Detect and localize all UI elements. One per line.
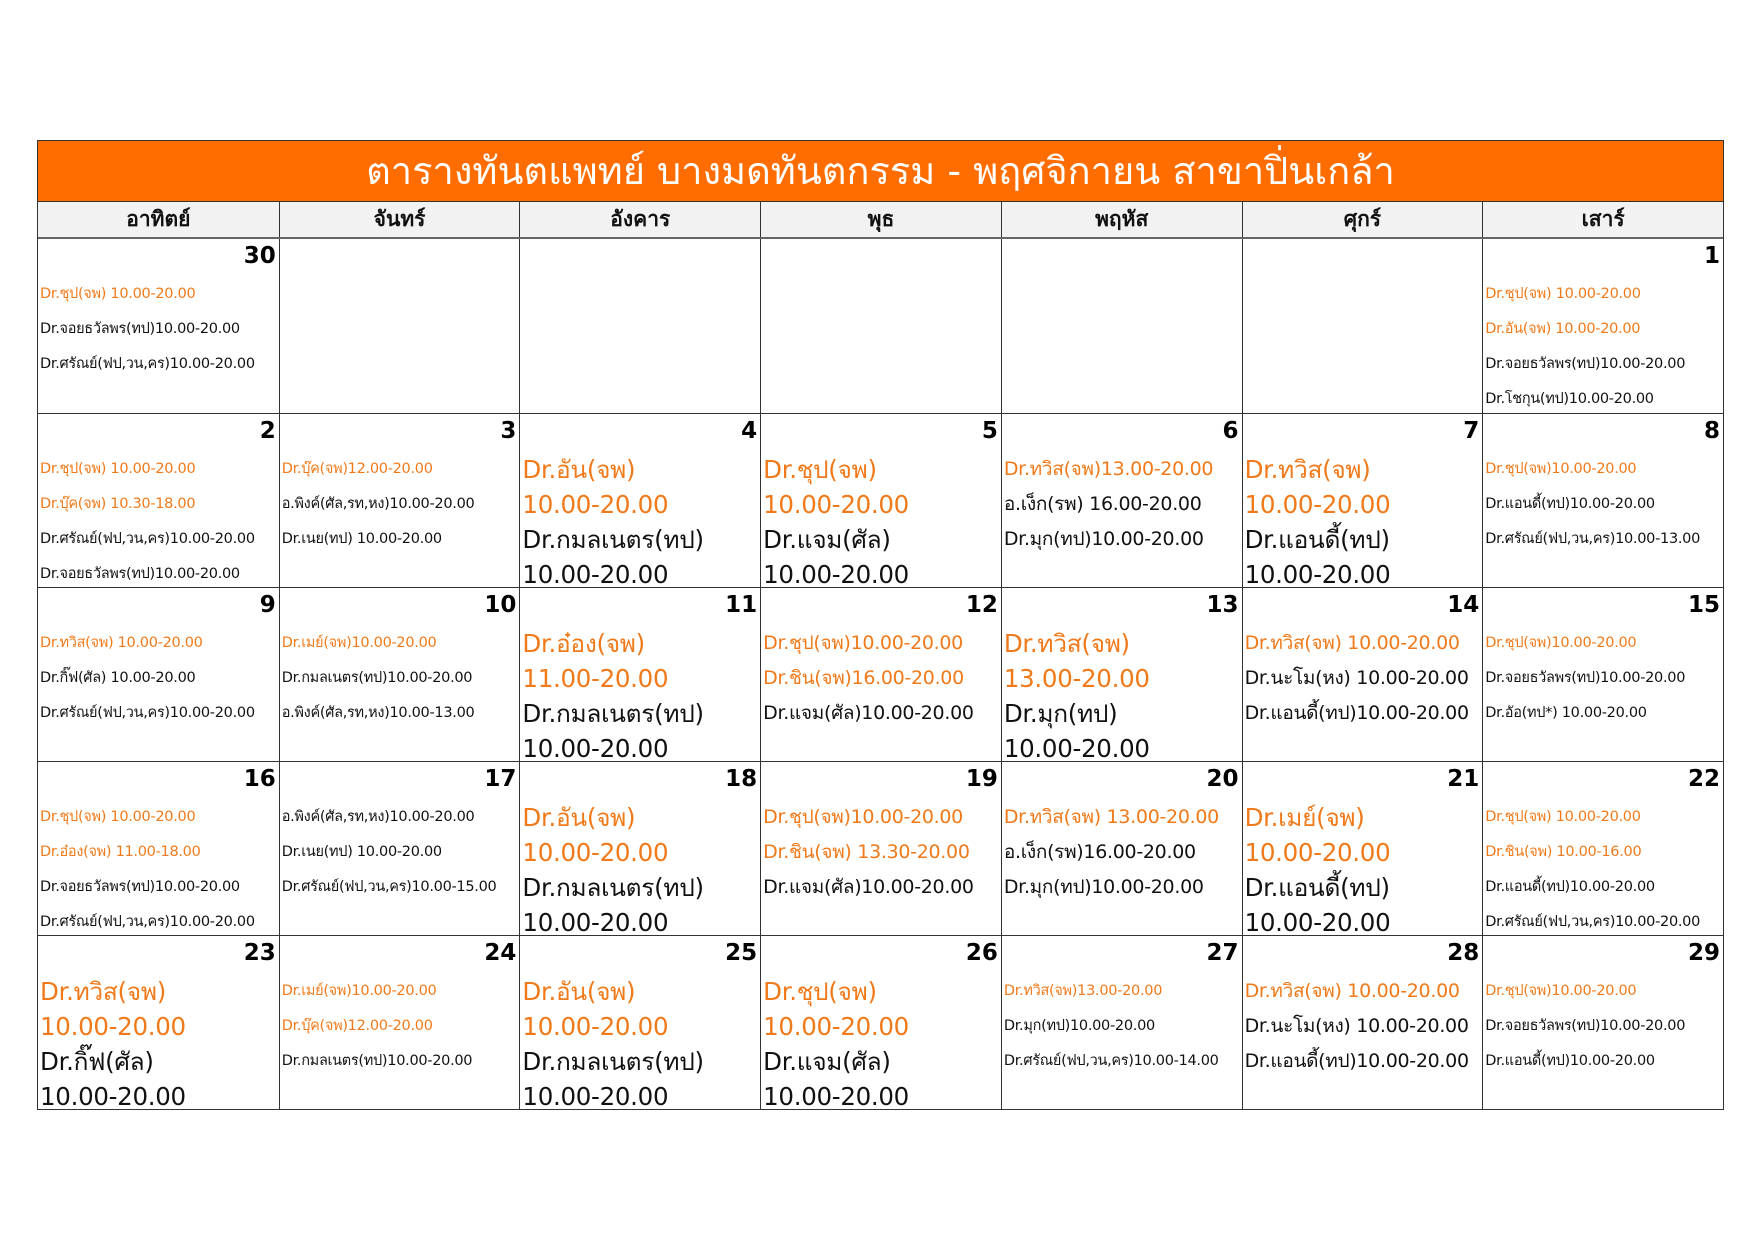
day-number [1004, 239, 1240, 277]
doctor-schedule-entry: 10.00-20.00 [522, 1012, 669, 1041]
doctor-schedule-entry: Dr.จอยธวัลพร(ทป)10.00-20.00 [1485, 670, 1686, 686]
doctor-schedule-entry: Dr.ชุป(จพ)10.00-20.00 [763, 632, 963, 654]
doctor-schedule-entry: 10.00-20.00 [1244, 908, 1391, 935]
doctor-schedule-entry: 10.00-20.00 [1244, 838, 1391, 867]
doctor-schedule-entry: Dr.ชิน(จพ) 13.30-20.00 [763, 841, 970, 863]
doctor-schedule-entry: 10.00-20.00 [522, 1082, 669, 1109]
doctor-schedule-entry: Dr.แจม(ศัล)10.00-20.00 [763, 876, 974, 898]
day-cell [1001, 935, 1242, 1109]
day-number: 27 [1206, 940, 1239, 966]
doctor-schedule-entry: Dr.แจม(ศัล)10.00-20.00 [763, 702, 974, 724]
doctor-schedule-entry: Dr.มุก(ทป)10.00-20.00 [1003, 876, 1204, 898]
day-cell [519, 587, 760, 761]
doctor-schedule-entry: Dr.กมลเนตร(ทป)10.00-20.00 [281, 1053, 473, 1069]
doctor-schedule-entry: 10.00-20.00 [763, 1082, 909, 1109]
calendar-title: ตารางทันตแพทย์ บางมดทันตกรรม - พฤศจิกายน สาขาปิ่นเกล้า [38, 141, 1723, 202]
doctor-schedule-entry: Dr.กิ๊ฟ(ศัล) [40, 1047, 154, 1076]
day-number [282, 239, 518, 277]
day-cell [760, 413, 1001, 587]
day-number [522, 239, 758, 277]
doctor-schedule-entry: Dr.แอนดี้(ทป) [1244, 873, 1390, 902]
weekday-monday: จันทร์ [279, 202, 520, 237]
doctor-schedule-entry: Dr.ทวิส(จพ)13.00-20.00 [1003, 983, 1163, 999]
doctor-schedule-entry: 11.00-20.00 [522, 664, 669, 693]
day-cell [1242, 413, 1483, 587]
weekday-tuesday: อังคาร [519, 202, 760, 237]
doctor-schedule-entry: 10.00-20.00 [522, 560, 669, 587]
doctor-schedule-entry: Dr.นะโม(หง) 10.00-20.00 [1244, 667, 1469, 689]
weekday-saturday: เสาร์ [1482, 202, 1723, 237]
day-number: 4 [741, 418, 758, 444]
doctor-schedule-entry: Dr.มุก(ทป) [1003, 699, 1118, 728]
doctor-schedule-entry: Dr.ชิน(จพ) 10.00-16.00 [1485, 844, 1642, 860]
doctor-schedule-entry: 10.00-20.00 [763, 560, 909, 587]
doctor-schedule-entry: Dr.ศรัณย์(ฟป,วน,คร)10.00-20.00 [40, 531, 255, 547]
doctor-schedule-entry: Dr.ทวิส(จพ) [40, 977, 166, 1006]
doctor-schedule-entry: Dr.ทวิส(จพ) 10.00-20.00 [1244, 980, 1460, 1002]
doctor-schedule-entry: 10.00-20.00 [763, 490, 909, 519]
doctor-schedule-entry: Dr.ชุป(จพ) 10.00-20.00 [1485, 809, 1641, 825]
doctor-schedule-entry: Dr.ทวิส(จพ) [1244, 455, 1371, 484]
day-cell [38, 413, 279, 587]
day-cell [38, 239, 279, 413]
day-cell [760, 239, 1001, 413]
day-number: 14 [1447, 592, 1480, 618]
day-cell [1242, 761, 1483, 935]
doctor-schedule-entry: Dr.นะโม(หง) 10.00-20.00 [1244, 1015, 1469, 1037]
doctor-schedule-entry: Dr.อ๋อง(จพ) [522, 629, 645, 658]
day-cell [1482, 761, 1723, 935]
day-number: 10 [484, 592, 517, 618]
day-number: 7 [1463, 418, 1480, 444]
doctor-schedule-entry: Dr.จอยธวัลพร(ทป)10.00-20.00 [40, 566, 240, 582]
doctor-schedule-entry: Dr.มุก(ทป)10.00-20.00 [1003, 1018, 1155, 1034]
day-number: 6 [1222, 418, 1239, 444]
day-cell [38, 761, 279, 935]
day-cell [760, 587, 1001, 761]
weekday-friday: ศุกร์ [1242, 202, 1483, 237]
doctor-schedule-entry: Dr.ทวิส(จพ) 13.00-20.00 [1003, 806, 1219, 828]
day-cell [519, 935, 760, 1109]
day-number [1245, 239, 1481, 277]
doctor-schedule-entry: Dr.เมย์(จพ) [1244, 803, 1365, 832]
doctor-schedule-entry: 10.00-20.00 [1244, 560, 1391, 587]
doctor-schedule-entry: Dr.แอนดี้(ทป)10.00-20.00 [1485, 879, 1655, 895]
doctor-schedule-entry: 10.00-20.00 [522, 734, 669, 761]
doctor-schedule-entry: Dr.แอนดี้(ทป)10.00-20.00 [1485, 496, 1655, 512]
doctor-schedule-entry: Dr.แอนดี้(ทป)10.00-20.00 [1485, 1053, 1655, 1069]
doctor-schedule-entry: Dr.แอนดี้(ทป)10.00-20.00 [1244, 702, 1469, 724]
doctor-schedule-entry: Dr.ศรัณย์(ฟป,วน,คร)10.00-15.00 [281, 879, 497, 895]
doctor-schedule-entry: 10.00-20.00 [1244, 490, 1391, 519]
doctor-schedule-entry: Dr.ชุป(จพ) 10.00-20.00 [40, 286, 196, 302]
doctor-schedule-entry: Dr.ทวิส(จพ) 10.00-20.00 [1244, 632, 1460, 654]
doctor-schedule-entry: Dr.จอยธวัลพร(ทป)10.00-20.00 [40, 321, 240, 337]
day-cell [1242, 935, 1483, 1109]
doctor-schedule-entry: Dr.จอยธวัลพร(ทป)10.00-20.00 [40, 879, 240, 895]
day-cell [1482, 239, 1723, 413]
doctor-schedule-entry: อ.พิงค์(ศัล,รท,หง)10.00-20.00 [281, 809, 475, 825]
doctor-schedule-entry: อ.พิงค์(ศัล,รท,หง)10.00-13.00 [281, 705, 475, 721]
doctor-schedule-entry: Dr.จอยธวัลพร(ทป)10.00-20.00 [1485, 1018, 1686, 1034]
day-cell [279, 587, 520, 761]
doctor-schedule-entry: Dr.ทวิส(จพ)13.00-20.00 [1003, 458, 1214, 480]
doctor-schedule-entry: Dr.อ๋อง(จพ) 11.00-18.00 [40, 844, 201, 860]
doctor-schedule-entry: 10.00-20.00 [763, 1012, 909, 1041]
doctor-schedule-entry: Dr.ชุป(จพ) 10.00-20.00 [1485, 286, 1641, 302]
doctor-schedule-entry: Dr.โชกุน(ทป)10.00-20.00 [1485, 391, 1654, 407]
doctor-schedule-entry: Dr.เนย(ทป) 10.00-20.00 [281, 531, 442, 547]
day-cell [38, 935, 279, 1109]
day-number: 25 [725, 940, 758, 966]
day-number: 20 [1206, 766, 1239, 792]
day-number: 24 [484, 940, 517, 966]
day-number: 5 [981, 418, 998, 444]
day-number: 19 [965, 766, 998, 792]
doctor-schedule-entry: Dr.กิ๊ฟ(ศัล) 10.00-20.00 [40, 670, 196, 686]
day-number: 9 [259, 592, 276, 618]
day-number: 17 [484, 766, 517, 792]
doctor-schedule-entry: Dr.บุ๊ค(จพ)12.00-20.00 [281, 1018, 433, 1034]
doctor-schedule-entry: Dr.กมลเนตร(ทป) [522, 699, 704, 728]
day-number: 15 [1687, 592, 1720, 618]
doctor-schedule-entry: Dr.ทวิส(จพ) 10.00-20.00 [40, 635, 203, 651]
doctor-schedule-entry: Dr.ศรัณย์(ฟป,วน,คร)10.00-14.00 [1003, 1053, 1219, 1069]
doctor-schedule-entry: Dr.มุก(ทป)10.00-20.00 [1003, 528, 1204, 550]
doctor-schedule-entry: อ.พิงค์(ศัล,รท,หง)10.00-20.00 [281, 496, 475, 512]
day-cell [1482, 587, 1723, 761]
day-number: 21 [1447, 766, 1480, 792]
doctor-schedule-entry: Dr.ศรัณย์(ฟป,วน,คร)10.00-20.00 [1485, 914, 1701, 930]
day-cell [1482, 413, 1723, 587]
doctor-schedule-entry: Dr.ชุป(จพ)10.00-20.00 [763, 806, 963, 828]
doctor-schedule-entry: Dr.กมลเนตร(ทป) [522, 1047, 704, 1076]
doctor-schedule-entry: Dr.บุ๊ค(จพ) 10.30-18.00 [40, 496, 196, 512]
day-cell [279, 935, 520, 1109]
day-number: 12 [965, 592, 998, 618]
doctor-schedule-entry: Dr.แจม(ศัล) [763, 525, 891, 554]
day-number: 3 [500, 418, 517, 444]
doctor-schedule-entry: 10.00-20.00 [40, 1082, 186, 1109]
day-cell [38, 587, 279, 761]
doctor-schedule-entry: Dr.กมลเนตร(ทป) [522, 873, 704, 902]
day-number: 28 [1447, 940, 1480, 966]
doctor-schedule-entry: 13.00-20.00 [1003, 664, 1150, 693]
doctor-schedule-entry: Dr.บุ๊ค(จพ)12.00-20.00 [281, 461, 433, 477]
day-number: 8 [1703, 418, 1720, 444]
doctor-schedule-entry: Dr.ชุป(จพ) [763, 977, 877, 1006]
doctor-schedule-entry: อ.เง็ก(รพ) 16.00-20.00 [1003, 493, 1202, 515]
doctor-schedule-entry: Dr.ชุป(จพ)10.00-20.00 [1485, 983, 1637, 999]
day-cell [760, 935, 1001, 1109]
day-cell [279, 413, 520, 587]
day-number: 2 [259, 418, 276, 444]
day-number: 18 [725, 766, 758, 792]
doctor-schedule-entry: Dr.แจม(ศัล) [763, 1047, 891, 1076]
doctor-schedule-entry: Dr.อัน(จพ) [522, 803, 636, 832]
day-number: 30 [243, 243, 276, 269]
doctor-schedule-entry: 10.00-20.00 [522, 908, 669, 935]
doctor-schedule-entry: Dr.แอนดี้(ทป) [1244, 525, 1390, 554]
doctor-schedule-entry: Dr.เมย์(จพ)10.00-20.00 [281, 635, 437, 651]
doctor-schedule-entry: Dr.แอนดี้(ทป)10.00-20.00 [1244, 1050, 1469, 1072]
day-cell [1242, 239, 1483, 413]
doctor-schedule-entry: Dr.ชุป(จพ) 10.00-20.00 [40, 461, 196, 477]
doctor-schedule-entry: Dr.เมย์(จพ)10.00-20.00 [281, 983, 437, 999]
doctor-schedule-entry: Dr.อัน(จพ) 10.00-20.00 [1485, 321, 1641, 337]
doctor-schedule-entry: 10.00-20.00 [1003, 734, 1150, 761]
day-number: 23 [243, 940, 276, 966]
doctor-schedule-entry: Dr.อัน(จพ) [522, 455, 636, 484]
day-cell [1001, 587, 1242, 761]
doctor-schedule-entry: Dr.จอยธวัลพร(ทป)10.00-20.00 [1485, 356, 1686, 372]
day-cell [519, 761, 760, 935]
day-cell [760, 761, 1001, 935]
day-number [763, 239, 999, 277]
day-cell [1001, 239, 1242, 413]
doctor-schedule-entry: 10.00-20.00 [522, 838, 669, 867]
doctor-schedule-entry: 10.00-20.00 [522, 490, 669, 519]
day-cell [519, 413, 760, 587]
weekday-sunday: อาทิตย์ [126, 207, 191, 231]
day-number: 16 [243, 766, 276, 792]
day-cell [1242, 587, 1483, 761]
doctor-schedule-entry: Dr.ชุป(จพ)10.00-20.00 [1485, 461, 1637, 477]
schedule-calendar [37, 140, 1724, 1110]
doctor-schedule-entry: Dr.เนย(ทป) 10.00-20.00 [281, 844, 442, 860]
day-cell [1001, 413, 1242, 587]
doctor-schedule-entry: Dr.ศรัณย์(ฟป,วน,คร)10.00-13.00 [1485, 531, 1701, 547]
doctor-schedule-entry: Dr.ศรัณย์(ฟป,วน,คร)10.00-20.00 [40, 705, 255, 721]
day-cell [519, 239, 760, 413]
weekday-wednesday: พุธ [760, 202, 1001, 237]
day-cell [1001, 761, 1242, 935]
weekday-header [38, 202, 1723, 239]
day-number: 11 [725, 592, 758, 618]
doctor-schedule-entry: Dr.ชุป(จพ) 10.00-20.00 [40, 809, 196, 825]
doctor-schedule-entry: Dr.ศรัณย์(ฟป,วน,คร)10.00-20.00 [40, 356, 255, 372]
day-cell [1482, 935, 1723, 1109]
day-number: 29 [1687, 940, 1720, 966]
day-cell [279, 239, 520, 413]
doctor-schedule-entry: Dr.ชุป(จพ) [763, 455, 877, 484]
doctor-schedule-entry: Dr.กมลเนตร(ทป) [522, 525, 704, 554]
day-number: 26 [965, 940, 998, 966]
doctor-schedule-entry: Dr.กมลเนตร(ทป)10.00-20.00 [281, 670, 473, 686]
weekday-thursday: พฤหัส [1001, 202, 1242, 237]
doctor-schedule-entry: 10.00-20.00 [40, 1012, 186, 1041]
calendar-grid [38, 239, 1723, 1109]
doctor-schedule-entry: Dr.อัอ(ทป*) 10.00-20.00 [1485, 705, 1647, 721]
day-number: 13 [1206, 592, 1239, 618]
day-number: 1 [1703, 243, 1720, 269]
doctor-schedule-entry: Dr.ศรัณย์(ฟป,วน,คร)10.00-20.00 [40, 914, 255, 930]
doctor-schedule-entry: อ.เง็ก(รพ)16.00-20.00 [1003, 841, 1196, 863]
day-cell [279, 761, 520, 935]
doctor-schedule-entry: Dr.อัน(จพ) [522, 977, 636, 1006]
doctor-schedule-entry: Dr.ทวิส(จพ) [1003, 629, 1130, 658]
doctor-schedule-entry: Dr.ชุป(จพ)10.00-20.00 [1485, 635, 1637, 651]
day-number: 22 [1687, 766, 1720, 792]
doctor-schedule-entry: Dr.ชิน(จพ)16.00-20.00 [763, 667, 964, 689]
